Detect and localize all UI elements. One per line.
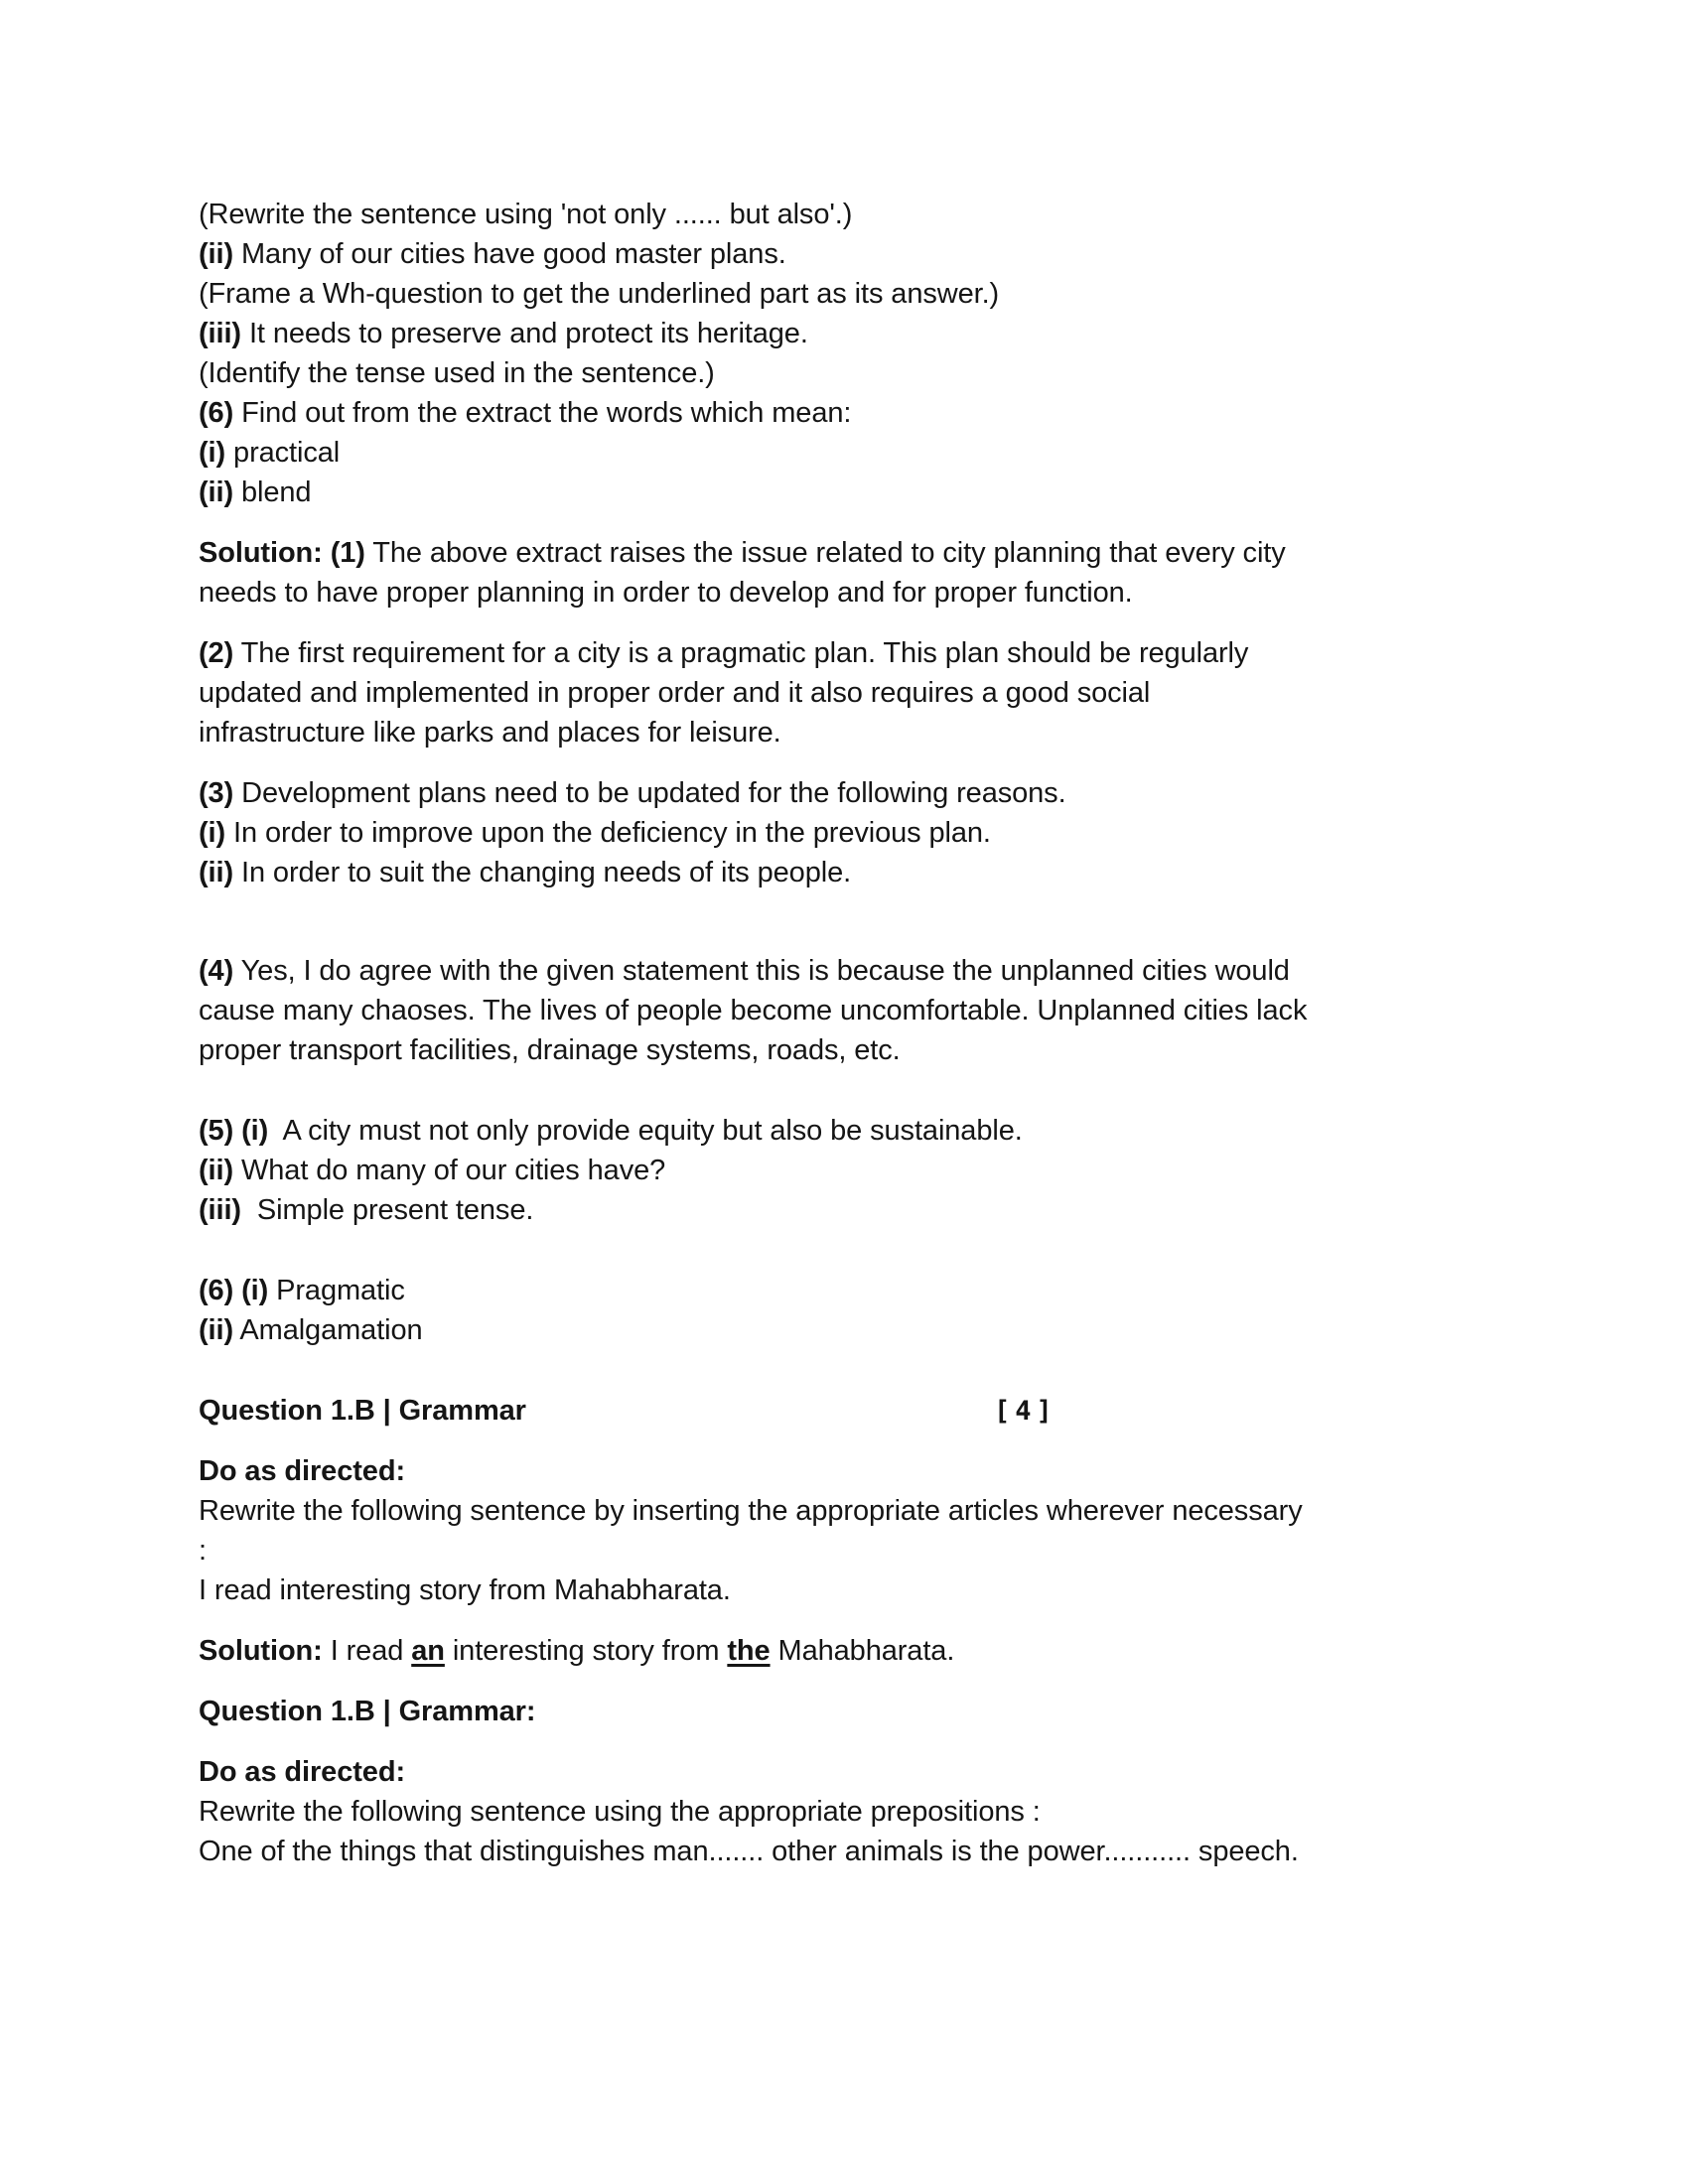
text-line (199, 314, 1509, 353)
text-line (199, 1752, 1509, 1792)
text-line (199, 1531, 1509, 1570)
text-run: The above extract raises the issue related to city planning that every city (364, 537, 1286, 569)
text-line (199, 1692, 1509, 1731)
text-run: Yes, I do agree with the given statement this is because the unplanned cities would (233, 955, 1290, 987)
text-line (199, 1792, 1509, 1832)
text-run (323, 537, 331, 569)
text-line (199, 573, 1509, 613)
text-run: I read interesting story from Mahabharata. (199, 1574, 731, 1606)
bold-text-run: Solution: (199, 537, 323, 569)
bold-text-run: Question 1.B | Grammar: (199, 1696, 536, 1727)
grammar-task-articles (199, 1451, 1509, 1610)
text-line (199, 1391, 1509, 1431)
text-line (199, 353, 1509, 393)
text-line (199, 1631, 1509, 1671)
text-run: Pragmatic (268, 1275, 405, 1306)
text-run: updated and implemented in proper order and it also requires a good social (199, 677, 1151, 709)
bold-text-run: Solution: (199, 1635, 323, 1667)
text-line (199, 533, 1509, 573)
solution-answer-5 (199, 1111, 1509, 1230)
bold-text-run: (ii) (199, 1314, 234, 1346)
text-run: I read (322, 1635, 412, 1667)
bold-text-run: (ii) (199, 857, 234, 888)
bold-text-run: (i) (199, 817, 226, 849)
text-line (199, 673, 1509, 713)
bold-text-run: (3) (199, 777, 234, 809)
bold-text-run: (ii) (199, 477, 234, 508)
text-line (199, 473, 1509, 512)
text-line (199, 951, 1509, 991)
text-line (199, 1151, 1509, 1190)
text-run: In order to improve upon the deficiency in the previous plan. (225, 817, 991, 849)
text-run: Rewrite the following sentence by inserting the appropriate articles wherever necessary (199, 1495, 1303, 1527)
text-line (199, 274, 1509, 314)
bold-text-run: Question 1.B | Grammar (199, 1395, 526, 1427)
text-run: Rewrite the following sentence using the appropriate prepositions : (199, 1796, 1041, 1828)
text-run: Mahabharata. (770, 1635, 955, 1667)
text-line (199, 1111, 1509, 1151)
text-line (199, 1030, 1509, 1070)
bold-text-run: (5) (i) (199, 1115, 269, 1147)
text-line (199, 195, 1509, 234)
text-line (199, 1271, 1509, 1310)
solution-answer-2 (199, 633, 1509, 752)
text-line (199, 633, 1509, 673)
question-heading-grammar (199, 1391, 1509, 1431)
solution-answer-1 (199, 533, 1509, 613)
solution-answer-3 (199, 773, 1509, 892)
text-run: : (199, 1535, 207, 1567)
text-line (199, 1570, 1509, 1610)
question-extract-directions (199, 195, 1509, 512)
text-run: One of the things that distinguishes man....... other animals is the power........... speech. (199, 1836, 1299, 1867)
text-run: What do many of our cities have? (233, 1155, 666, 1186)
grammar-task-prepositions (199, 1752, 1509, 1871)
text-run: needs to have proper planning in order to develop and for proper function. (199, 577, 1133, 609)
text-run: (Identify the tense used in the sentence.) (199, 357, 715, 389)
text-run: Find out from the extract the words which mean: (233, 397, 852, 429)
text-run: It needs to preserve and protect its heritage. (241, 318, 808, 349)
bold-text-run: (ii) (199, 238, 234, 270)
bold-text-run: (6) (199, 397, 234, 429)
text-run: practical (225, 437, 341, 469)
text-run: Development plans need to be updated for the following reasons. (233, 777, 1066, 809)
text-run: interesting story from (444, 1635, 728, 1667)
underlined-answer-word: an (411, 1635, 445, 1667)
text-run: infrastructure like parks and places for leisure. (199, 717, 781, 749)
bold-text-run: (6) (i) (199, 1275, 269, 1306)
text-line (199, 433, 1509, 473)
solution-articles (199, 1631, 1509, 1671)
text-line (199, 1310, 1509, 1350)
text-line (199, 1491, 1509, 1531)
solution-answer-4 (199, 951, 1509, 1070)
text-line (199, 234, 1509, 274)
text-run: cause many chaoses. The lives of people become uncomfortable. Unplanned cities lack (199, 995, 1308, 1026)
text-run: In order to suit the changing needs of its people. (233, 857, 852, 888)
bold-text-run: (1) (330, 537, 365, 569)
question-heading-grammar-2 (199, 1692, 1509, 1731)
bold-text-run: (2) (199, 637, 234, 669)
text-line (199, 991, 1509, 1030)
bold-text-run: Do as directed: (199, 1756, 405, 1788)
text-run: blend (233, 477, 312, 508)
text-line (199, 1451, 1509, 1491)
text-line (199, 393, 1509, 433)
text-line (199, 853, 1509, 892)
document-body (199, 195, 1509, 1871)
text-line (199, 1190, 1509, 1230)
text-line (199, 713, 1509, 752)
text-run: Amalgamation (233, 1314, 423, 1346)
marks-badge: [4] (994, 1396, 1057, 1427)
underlined-answer-word: the (727, 1635, 771, 1667)
text-run: Simple present tense. (241, 1194, 534, 1226)
bold-text-run: (iii) (199, 1194, 241, 1226)
text-run: The first requirement for a city is a pragmatic plan. This plan should be regularly (233, 637, 1249, 669)
text-line (199, 773, 1509, 813)
bold-text-run: (ii) (199, 1155, 234, 1186)
text-run: (Frame a Wh-question to get the underlined part as its answer.) (199, 278, 1000, 310)
text-run: proper transport facilities, drainage systems, roads, etc. (199, 1034, 901, 1066)
text-run: A city must not only provide equity but also be sustainable. (268, 1115, 1023, 1147)
bold-text-run: Do as directed: (199, 1455, 405, 1487)
text-line (199, 1832, 1509, 1871)
text-line (199, 813, 1509, 853)
text-run: Many of our cities have good master plans. (233, 238, 786, 270)
text-run: (Rewrite the sentence using 'not only ...... but also'.) (199, 199, 853, 230)
bold-text-run: (4) (199, 955, 234, 987)
solution-answer-6 (199, 1271, 1509, 1350)
bold-text-run: (iii) (199, 318, 241, 349)
bold-text-run: (i) (199, 437, 226, 469)
